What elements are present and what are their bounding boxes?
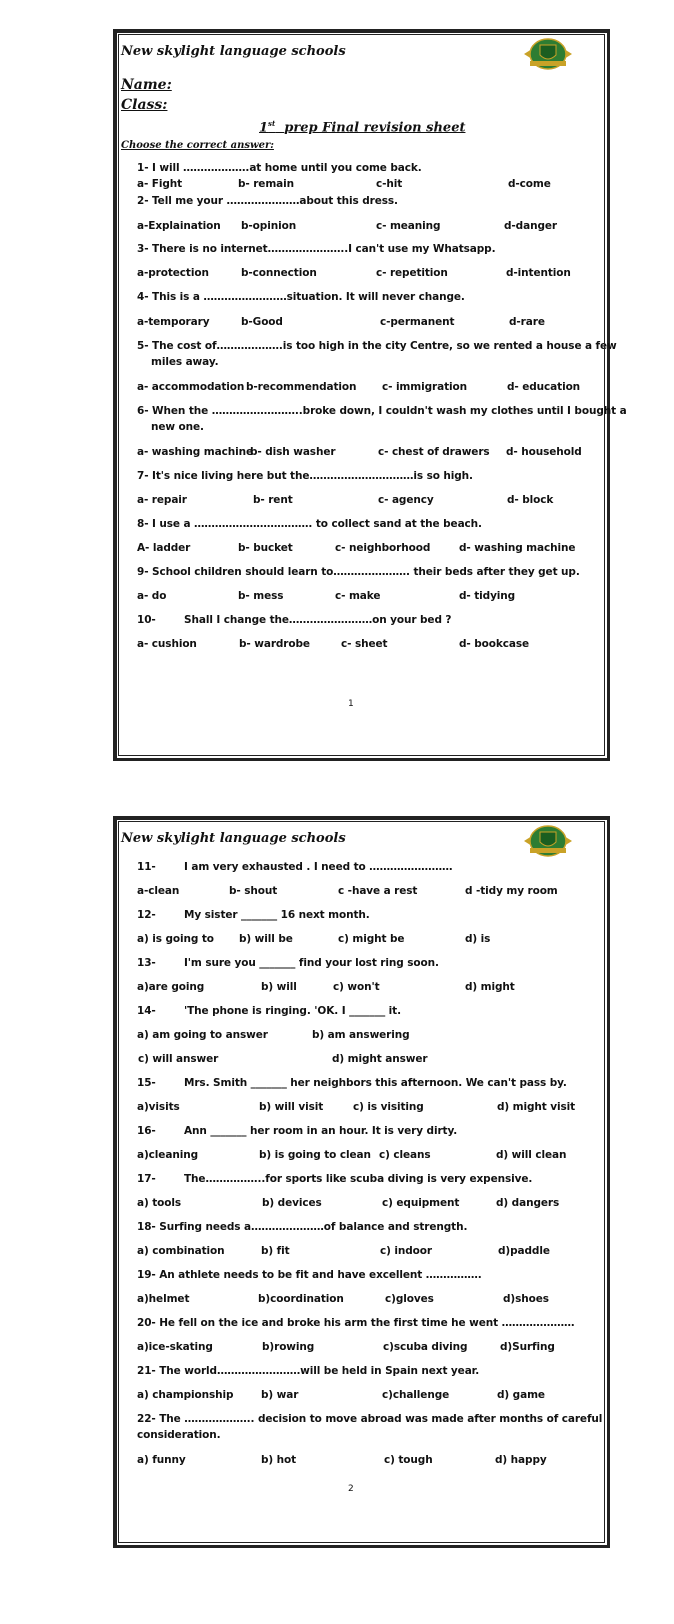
option-1b: b- remain: [238, 178, 295, 190]
option-8b: b- bucket: [238, 542, 293, 554]
option-7b: b- rent: [253, 494, 293, 506]
option-14a: a) am going to answer: [137, 1029, 268, 1041]
option-14b: b) am answering: [312, 1029, 410, 1041]
option-13b: b) will: [261, 981, 297, 993]
instruction: Choose the correct answer:: [121, 140, 274, 151]
question-11-number: 11-: [137, 861, 156, 873]
option-4d: d-rare: [509, 316, 545, 328]
option-20b: b)rowing: [262, 1341, 315, 1353]
name-label: Name:: [121, 77, 172, 93]
option-4a: a-temporary: [137, 316, 210, 328]
option-4c: c-permanent: [380, 316, 455, 328]
question-20: 20- He fell on the ice and broke his arm the first time he went …………………: [137, 1317, 575, 1329]
question-13-number: 13-: [137, 957, 156, 969]
option-12d: d) is: [465, 933, 491, 945]
option-22c: c) tough: [384, 1454, 433, 1466]
option-22b: b) hot: [261, 1454, 297, 1466]
option-8a: A- ladder: [137, 542, 191, 554]
option-4b: b-Good: [241, 316, 283, 328]
option-20c: c)scuba diving: [383, 1341, 468, 1353]
option-15c: c) is visiting: [353, 1101, 424, 1113]
option-13a: a)are going: [137, 981, 205, 993]
option-16a: a)cleaning: [137, 1149, 198, 1161]
school-crest-icon: [520, 822, 576, 860]
option-16b: b) is going to clean: [259, 1149, 371, 1161]
option-1a: a- Fight: [137, 178, 183, 190]
question-17-number: 17-: [137, 1173, 156, 1185]
option-21c: c)challenge: [382, 1389, 450, 1401]
option-10c: c- sheet: [341, 638, 388, 650]
option-5b: b-recommendation: [246, 381, 357, 393]
question-17: The……………..for sports like scuba diving is very expensive.: [184, 1173, 533, 1185]
option-6a: a- washing machine: [137, 446, 253, 458]
option-14c: c) will answer: [138, 1053, 219, 1065]
option-22a: a) funny: [137, 1454, 186, 1466]
option-5d: d- education: [507, 381, 581, 393]
school-name: New skylight language schools: [121, 44, 346, 59]
question-22-continued: consideration.: [137, 1429, 221, 1441]
question-1: 1- I will ……………….at home until you come back.: [137, 162, 422, 174]
option-6d: d- household: [506, 446, 582, 458]
question-22: 22- The ……………….. decision to move abroad was made after months of careful: [137, 1413, 603, 1425]
option-11c: c -have a rest: [338, 885, 418, 897]
option-7d: d- block: [507, 494, 554, 506]
question-13: I'm sure you _______ find your lost ring soon.: [184, 957, 439, 969]
page-number: 1: [348, 699, 354, 709]
school-crest-icon: [520, 35, 576, 73]
question-4: 4- This is a ……………………situation. It will never change.: [137, 291, 465, 303]
title-text: prep Final revision sheet: [284, 120, 466, 136]
option-3a: a-protection: [137, 267, 209, 279]
option-19b: b)coordination: [258, 1293, 344, 1305]
option-15a: a)visits: [137, 1101, 180, 1113]
option-21d: d) game: [497, 1389, 545, 1401]
option-2d: d-danger: [504, 220, 557, 232]
option-16c: c) cleans: [379, 1149, 431, 1161]
option-19c: c)gloves: [385, 1293, 434, 1305]
option-9b: b- mess: [238, 590, 284, 602]
question-16-number: 16-: [137, 1125, 156, 1137]
question-12: My sister _______ 16 next month.: [184, 909, 370, 921]
question-16: Ann _______ her room in an hour. It is very dirty.: [184, 1125, 458, 1137]
title-number: 1: [259, 120, 269, 136]
question-5: 5- The cost of……………….is too high in the city Centre, so we rented a house a few: [137, 340, 617, 352]
option-9c: c- make: [335, 590, 381, 602]
question-10: Shall I change the……………………on your bed ?: [184, 614, 452, 626]
page-title: [259, 119, 465, 135]
school-name-page2: New skylight language schools: [121, 831, 346, 846]
option-5c: c- immigration: [382, 381, 468, 393]
option-2a: a-Explaination: [137, 220, 221, 232]
option-2c: c- meaning: [376, 220, 441, 232]
question-6-continued: new one.: [151, 421, 204, 433]
option-18d: d)paddle: [498, 1245, 550, 1257]
option-9a: a- do: [137, 590, 167, 602]
option-21a: a) championship: [137, 1389, 234, 1401]
question-21: 21- The world……………………will be held in Spain next year.: [137, 1365, 480, 1377]
option-3b: b-connection: [241, 267, 317, 279]
option-11a: a-clean: [137, 885, 180, 897]
question-8: 8- I use a ……………………………. to collect sand at the beach.: [137, 518, 482, 530]
worksheet-page-2: [113, 816, 610, 1548]
option-13d: d) might: [465, 981, 515, 993]
question-9: 9- School children should learn to…………………. their beds after they get up.: [137, 566, 580, 578]
option-2b: b-opinion: [241, 220, 297, 232]
option-12b: b) will be: [239, 933, 293, 945]
question-15: Mrs. Smith _______ her neighbors this afternoon. We can't pass by.: [184, 1077, 567, 1089]
option-17d: d) dangers: [496, 1197, 560, 1209]
option-17b: b) devices: [262, 1197, 322, 1209]
option-7a: a- repair: [137, 494, 187, 506]
question-5-continued: miles away.: [151, 356, 219, 368]
option-6c: c- chest of drawers: [378, 446, 490, 458]
question-11: I am very exhausted . I need to ……………………: [184, 861, 453, 873]
question-6: 6- When the ……………………..broke down, I couldn't wash my clothes until I bought a: [137, 405, 627, 417]
option-6b: b- dish washer: [250, 446, 336, 458]
option-1c: c-hit: [376, 178, 403, 190]
option-17a: a) tools: [137, 1197, 182, 1209]
option-10d: d- bookcase: [459, 638, 530, 650]
option-20a: a)ice-skating: [137, 1341, 213, 1353]
class-label: Class:: [121, 97, 168, 113]
option-7c: c- agency: [378, 494, 434, 506]
question-12-number: 12-: [137, 909, 156, 921]
option-12c: c) might be: [338, 933, 405, 945]
option-10a: a- cushion: [137, 638, 197, 650]
option-15b: b) will visit: [259, 1101, 324, 1113]
question-19: 19- An athlete needs to be fit and have excellent …………….: [137, 1269, 482, 1281]
option-21b: b) war: [261, 1389, 299, 1401]
page-number: 2: [348, 1484, 354, 1494]
option-13c: c) won't: [333, 981, 380, 993]
option-18a: a) combination: [137, 1245, 225, 1257]
question-2: 2- Tell me your …………………about this dress.: [137, 195, 398, 207]
question-10-number: 10-: [137, 614, 156, 626]
option-11b: b- shout: [229, 885, 278, 897]
worksheet-page-1: [113, 29, 627, 761]
option-12a: a) is going to: [137, 933, 214, 945]
question-3: 3- There is no internet…………………..I can't use my Whatsapp.: [137, 243, 496, 255]
option-19d: d)shoes: [503, 1293, 549, 1305]
question-18: 18- Surfing needs a…………………of balance and strength.: [137, 1221, 468, 1233]
option-18c: c) indoor: [380, 1245, 432, 1257]
option-5a: a- accommodation: [137, 381, 245, 393]
title-ordinal: st: [268, 119, 276, 128]
question-14-number: 14-: [137, 1005, 156, 1017]
option-11d: d -tidy my room: [465, 885, 558, 897]
option-10b: b- wardrobe: [239, 638, 310, 650]
option-3c: c- repetition: [376, 267, 448, 279]
option-16d: d) will clean: [496, 1149, 567, 1161]
option-18b: b) fit: [261, 1245, 290, 1257]
question-15-number: 15-: [137, 1077, 156, 1089]
option-3d: d-intention: [506, 267, 571, 279]
option-14d: d) might answer: [332, 1053, 428, 1065]
option-9d: d- tidying: [459, 590, 516, 602]
option-22d: d) happy: [495, 1454, 547, 1466]
option-8d: d- washing machine: [459, 542, 576, 554]
option-1d: d-come: [508, 178, 551, 190]
option-19a: a)helmet: [137, 1293, 190, 1305]
question-7: 7- It's nice living here but the…………………………is so high.: [137, 470, 473, 482]
option-15d: d) might visit: [497, 1101, 576, 1113]
option-20d: d)Surfing: [500, 1341, 555, 1353]
question-14: 'The phone is ringing. 'OK. I _______ it.: [184, 1005, 401, 1017]
option-17c: c) equipment: [382, 1197, 460, 1209]
option-8c: c- neighborhood: [335, 542, 431, 554]
